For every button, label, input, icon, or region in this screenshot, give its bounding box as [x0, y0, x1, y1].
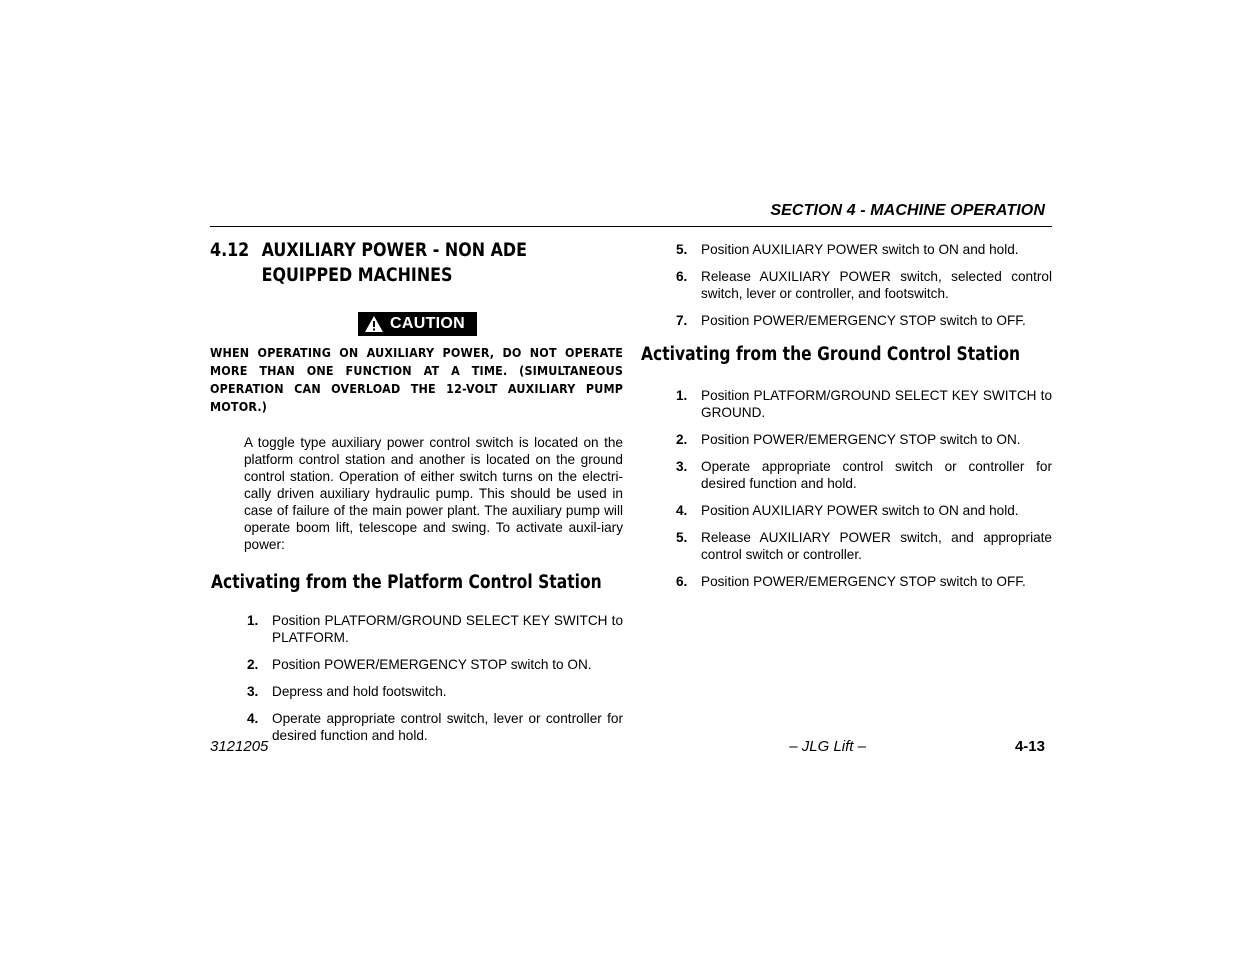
caution-label: CAUTION	[390, 315, 465, 332]
step-number: 4.	[247, 711, 259, 726]
step-text: Position POWER/EMERGENCY STOP switch to OFF.	[701, 574, 1026, 589]
step-number: 3.	[676, 459, 688, 474]
caution-badge	[358, 312, 477, 336]
step-text: Position PLATFORM/GROUND SELECT KEY SWITCH to GROUND.	[701, 388, 1052, 420]
step-text: Release AUXILIARY POWER switch, selected control switch, lever or controller, and footswitch.	[701, 269, 1052, 301]
step-number: 2.	[676, 432, 688, 447]
list-item	[641, 502, 1052, 519]
list-item	[641, 387, 1052, 421]
step-number: 2.	[247, 657, 259, 672]
step-number: 6.	[676, 269, 688, 284]
right-column	[641, 241, 1052, 600]
step-text: Operate appropriate control switch or controller for desired function and hold.	[701, 459, 1052, 491]
list-item	[641, 431, 1052, 448]
step-text: Position POWER/EMERGENCY STOP switch to OFF.	[701, 313, 1026, 328]
platform-steps-list	[210, 612, 623, 744]
list-item	[641, 458, 1052, 492]
footer-publisher: – JLG Lift –	[789, 738, 866, 755]
caution-block	[212, 312, 623, 338]
list-item	[210, 656, 623, 673]
list-item	[641, 529, 1052, 563]
list-item	[641, 268, 1052, 302]
step-text: Release AUXILIARY POWER switch, and appropriate control switch or controller.	[701, 530, 1052, 562]
section-number: 4.12	[210, 240, 250, 261]
list-item	[210, 612, 623, 646]
step-number: 6.	[676, 574, 688, 589]
step-number: 5.	[676, 242, 688, 257]
step-text: Position PLATFORM/GROUND SELECT KEY SWITCH to PLATFORM.	[272, 613, 623, 645]
list-item	[641, 573, 1052, 590]
section-header-title: SECTION 4 - MACHINE OPERATION	[770, 202, 1045, 219]
step-number: 4.	[676, 503, 688, 518]
warning-triangle-icon	[364, 315, 384, 333]
step-number: 1.	[676, 388, 688, 403]
intro-paragraph: A toggle type auxiliary power control switch is located on the platform control station and another is located on the ground control station. Operation of either switch turns on the electri-cally driven auxiliary hydraulic pump. This should be used in case of failure of the main power plant. The auxiliary pump will operate boom lift, telescope and swing. To activate auxil-iary power:	[244, 435, 623, 552]
footer-doc-number: 3121205	[210, 738, 269, 755]
list-item	[210, 683, 623, 700]
footer-page-number: 4-13	[1014, 738, 1045, 755]
step-number: 7.	[676, 313, 688, 328]
section-title: AUXILIARY POWER - NON ADE EQUIPPED MACHINES	[261, 240, 527, 286]
list-item	[641, 241, 1052, 258]
left-column	[210, 238, 623, 754]
ground-steps-list	[641, 387, 1052, 590]
step-text: Position AUXILIARY POWER switch to ON and hold.	[701, 503, 1019, 518]
section-heading	[210, 238, 614, 288]
platform-heading: Activating from the Platform Control Station	[211, 572, 602, 593]
step-text: Position POWER/EMERGENCY STOP switch to ON.	[272, 657, 592, 672]
step-text: Operate appropriate control switch, lever or controller for desired function and hold.	[272, 711, 623, 743]
step-text: Depress and hold footswitch.	[272, 684, 447, 699]
header-divider	[210, 226, 1052, 227]
list-item	[641, 312, 1052, 329]
step-number: 3.	[247, 684, 259, 699]
caution-text: WHEN OPERATING ON AUXILIARY POWER, DO NOT OPERATE MORE THAN ONE FUNCTION AT A TIME. (SIMULTANEOUS OPERATION CAN OVERLOAD THE 12-VOLT AUXILIARY PUMP MOTOR.)	[210, 345, 624, 414]
step-number: 5.	[676, 530, 688, 545]
step-text: Position AUXILIARY POWER switch to ON and hold.	[701, 242, 1019, 257]
ground-heading: Activating from the Ground Control Station	[641, 344, 1021, 365]
step-number: 1.	[247, 613, 259, 628]
step-text: Position POWER/EMERGENCY STOP switch to ON.	[701, 432, 1021, 447]
platform-steps-list-continued	[641, 241, 1052, 329]
